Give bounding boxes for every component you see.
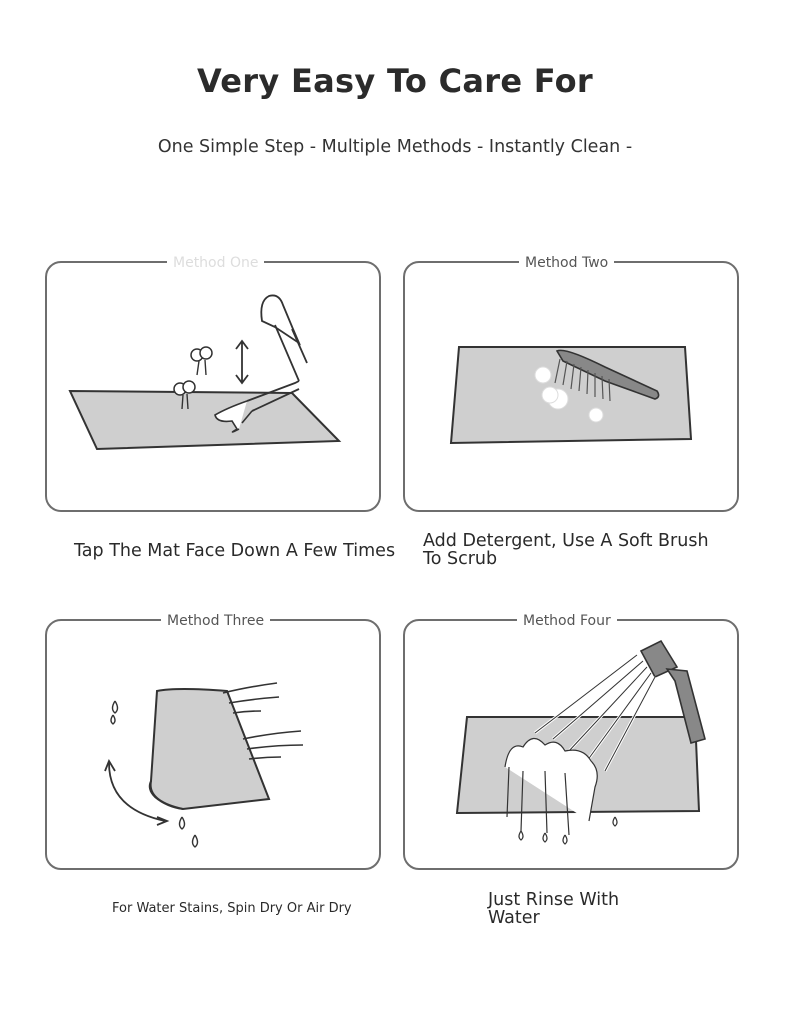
method-two-caption: Add Detergent, Use A Soft Brush To Scrub (423, 531, 709, 570)
method-one-label: Method One (167, 255, 264, 271)
page-title: Very Easy To Care For (196, 62, 594, 100)
brush-scrub-illustration (405, 263, 741, 514)
method-one-panel (45, 255, 381, 512)
method-two-label: Method Two (519, 255, 614, 271)
method-three-caption: For Water Stains, Spin Dry Or Air Dry (112, 901, 352, 916)
tap-mat-illustration (47, 263, 383, 514)
method-one-caption: Tap The Mat Face Down A Few Times (74, 541, 396, 561)
method-four-label: Method Four (517, 613, 617, 629)
method-four-panel (403, 613, 739, 870)
rinse-illustration (405, 621, 741, 872)
page-subtitle: One Simple Step - Multiple Methods - Instantly Clean - (157, 137, 633, 157)
method-four-caption: Just Rinse With Water (488, 890, 620, 929)
method-two-panel (403, 255, 739, 512)
spin-dry-illustration (47, 621, 383, 872)
method-three-label: Method Three (161, 613, 270, 629)
method-three-panel (45, 613, 381, 870)
